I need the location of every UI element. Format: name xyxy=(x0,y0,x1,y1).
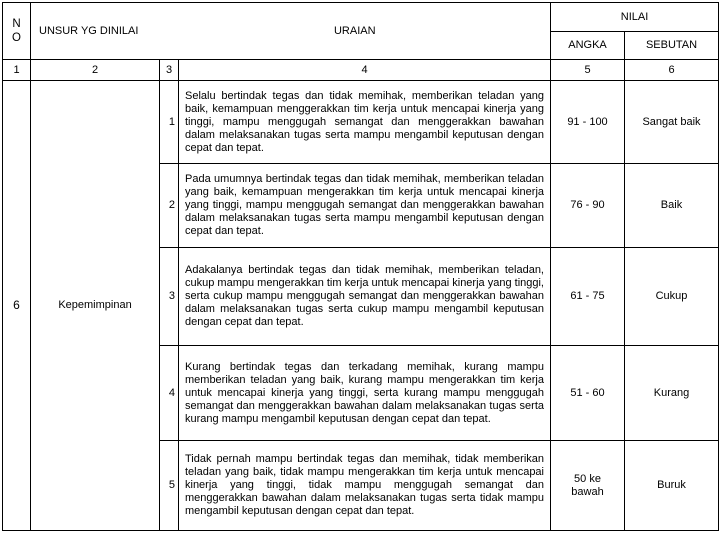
criterion-rating: Buruk xyxy=(625,441,719,531)
criterion-rating: Cukup xyxy=(625,248,719,346)
criterion-rating: Baik xyxy=(625,164,719,248)
criterion-rating: Kurang xyxy=(625,346,719,441)
criterion-description: Pada umumnya bertindak tegas dan tidak memihak, memberikan teladan yang baik, kemampuan mengerakkan tim kerja untuk mencapai kinerja yang tinggi, mampu menggugah semangat dan menggerakkan bawahan dalam melaksanakan tugas serta mampu mengambil keputusan dengan cepat dan tepat. xyxy=(179,164,551,248)
col-number-5: 5 xyxy=(551,60,625,81)
header-uraian: URAIAN xyxy=(160,3,551,60)
criterion-number: 2 xyxy=(160,164,179,248)
criterion-description: Adakalanya bertindak tegas dan tidak memihak, memberikan teladan, cukup mampu mengerakkan tim kerja untuk mencapai kinerja yang tinggi, serta cukup mampu menggugah semangat dan menggerakkan bawahan dalam melaksanakan tugas serta cukup mampu mengambil keputusan dengan cepat dan tepat. xyxy=(179,248,551,346)
criterion-score: 76 - 90 xyxy=(551,164,625,248)
criterion-description: Selalu bertindak tegas dan tidak memihak, memberikan teladan yang baik, kemampuan menggerakkan tim kerja untuk mencapai kinerja yang tinggi, mampu menggugah semangat dan menggerakkan bawahan dalam melaksanakan tugas serta mampu mengambil keputusan dengan cepat dan tepat. xyxy=(179,81,551,164)
header-no: N O xyxy=(3,3,31,60)
col-number-3: 3 xyxy=(160,60,179,81)
criterion-number: 5 xyxy=(160,441,179,531)
col-number-2: 2 xyxy=(31,60,160,81)
header-sebutan: SEBUTAN xyxy=(625,32,719,60)
criterion-number: 3 xyxy=(160,248,179,346)
row-number: 6 xyxy=(3,81,31,531)
header-unsur: UNSUR YG DINILAI xyxy=(31,3,160,60)
table-row xyxy=(3,81,719,164)
criterion-score: 51 - 60 xyxy=(551,346,625,441)
criterion-score: 61 - 75 xyxy=(551,248,625,346)
criterion-number: 4 xyxy=(160,346,179,441)
criterion-rating: Sangat baik xyxy=(625,81,719,164)
col-number-1: 1 xyxy=(3,60,31,81)
criterion-description: Tidak pernah mampu bertindak tegas dan memihak, tidak memberikan teladan yang baik, tidak mampu mengerakkan tim kerja untuk mencapai kinerja yang tinggi, tidak mampu menggugah semangat dan menggerakkan bawahan dalam melaksanakan tugas serta tidak mampu mengambil keputusan dengan cepat dan tepat. xyxy=(179,441,551,531)
assessment-table xyxy=(2,2,719,531)
criterion-score: 50 ke bawah xyxy=(551,441,625,531)
header-nilai: NILAI xyxy=(551,3,719,32)
aspect-name: Kepemimpinan xyxy=(31,81,160,531)
criterion-number: 1 xyxy=(160,81,179,164)
header-angka: ANGKA xyxy=(551,32,625,60)
criterion-description: Kurang bertindak tegas dan terkadang memihak, kurang mampu memberikan teladan yang baik, kurang mampu mengerakkan tim kerja untuk mencapai kinerja yang tinggi, serta kurang mampu menggugah semangat dan menggerakkan bawahan dalam melaksanakan tugas serta kurang mampu mengambil keputusan dengan cepat dan tepat. xyxy=(179,346,551,441)
col-number-4: 4 xyxy=(179,60,551,81)
col-number-6: 6 xyxy=(625,60,719,81)
criterion-score: 91 - 100 xyxy=(551,81,625,164)
